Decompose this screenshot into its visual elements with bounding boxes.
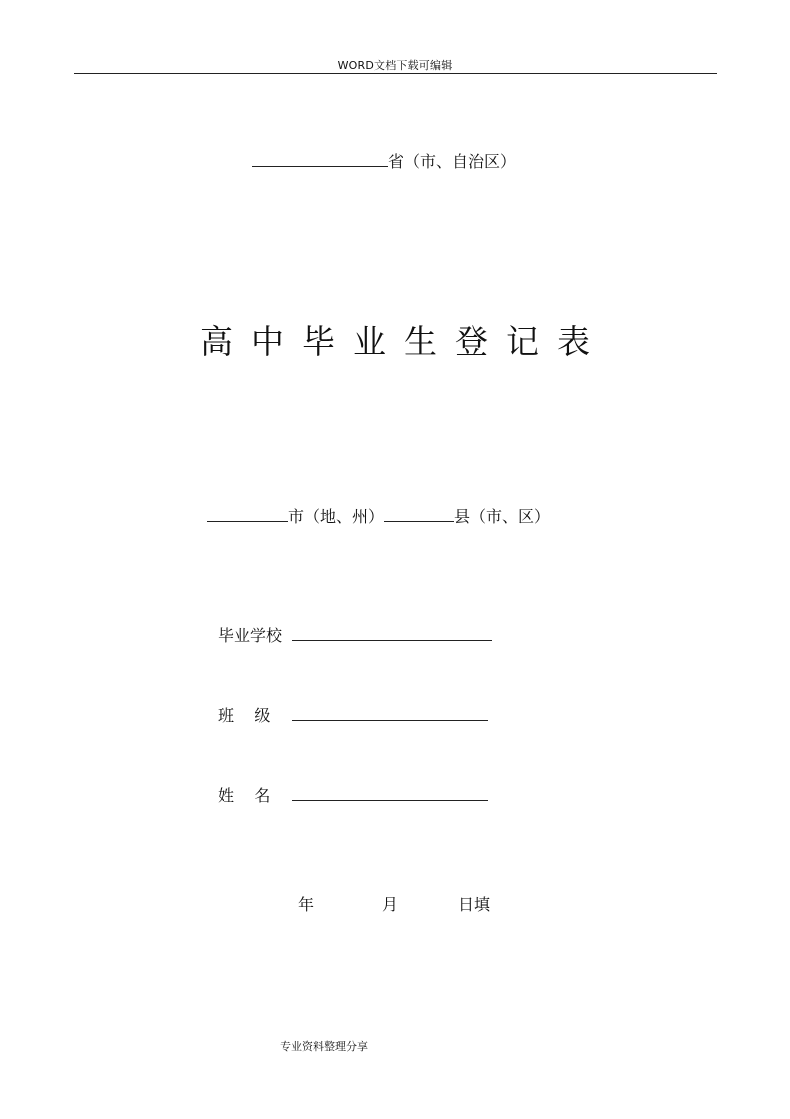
region-line [207,503,550,528]
name-blank[interactable] [292,782,488,801]
date-month: 月 [382,895,399,914]
province-suffix: 省（市、自治区） [388,152,517,171]
date-day: 日填 [458,895,491,914]
school-label: 毕业学校 [218,626,283,645]
class-blank[interactable] [292,702,488,721]
footer-text: 专业资料整理分享 [280,1040,368,1053]
date-year: 年 [298,895,315,914]
class-label: 班 级 [218,706,271,725]
school-blank[interactable] [292,622,492,641]
city-blank[interactable] [207,503,288,522]
page-title: 高中毕业生登记表 [200,322,608,361]
header-text: WORD文档下载可编辑 [337,59,453,72]
province-blank[interactable] [252,148,388,167]
county-blank[interactable] [384,503,454,522]
name-label: 姓 名 [218,786,271,805]
class-field [218,702,488,727]
name-field [218,782,488,807]
city-suffix: 市（地、州） [288,507,385,526]
header-divider [74,73,717,74]
county-suffix: 县（市、区） [454,507,551,526]
province-line [252,148,516,173]
school-field [218,622,492,647]
